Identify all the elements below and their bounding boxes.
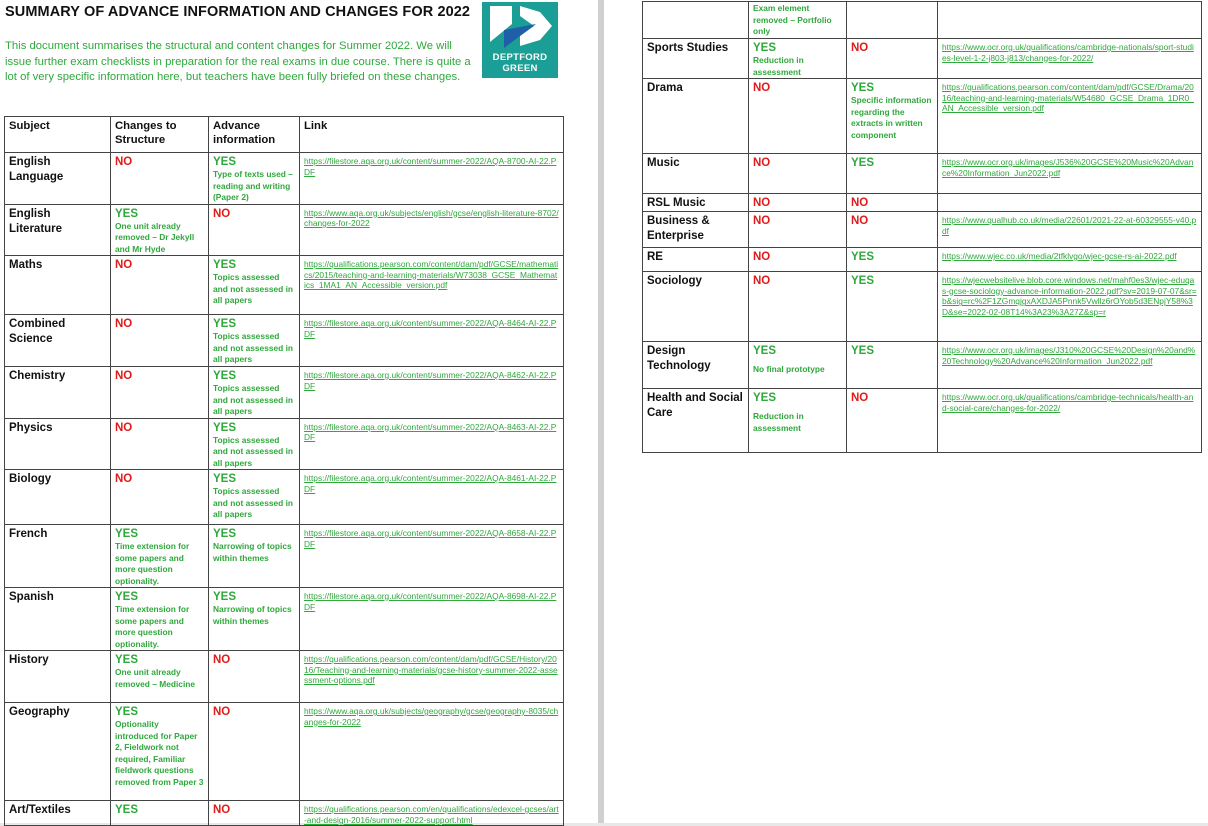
structure-cell bbox=[749, 79, 847, 154]
structure-status: YES bbox=[115, 804, 139, 816]
advance-cell bbox=[209, 588, 300, 651]
advance-cell bbox=[209, 651, 300, 703]
advance-cell bbox=[847, 212, 938, 248]
link-cell bbox=[938, 342, 1202, 389]
subject-cell: French bbox=[5, 525, 111, 588]
table-row bbox=[5, 470, 564, 525]
advance-status: YES bbox=[213, 318, 237, 330]
structure-cell bbox=[749, 212, 847, 248]
structure-cell bbox=[111, 153, 209, 205]
advance-note: Narrowing of topics within themes bbox=[213, 541, 292, 563]
advance-status: NO bbox=[213, 207, 231, 220]
advance-status: NO bbox=[851, 197, 869, 209]
link-cell bbox=[938, 154, 1202, 194]
subject-cell: Spanish bbox=[5, 588, 111, 651]
advance-status: YES bbox=[213, 421, 237, 434]
subject-cell: Maths bbox=[5, 256, 111, 315]
resource-link[interactable]: https://www.ocr.org.uk/qualifications/cambridge-technicals/health-and-social-care/changes-for-2022/ bbox=[942, 392, 1194, 413]
advance-cell bbox=[209, 256, 300, 315]
advance-note: Topics assessed and not assessed in all papers bbox=[213, 486, 294, 519]
resource-link[interactable]: https://qualifications.pearson.com/content/dam/pdf/GCSE/Drama/2016/teaching-and-learning-materials/W54680_GCSE_Drama_1DR0_AN_Accessible_version.pdf bbox=[942, 82, 1194, 114]
advance-status: YES bbox=[851, 157, 875, 169]
table-header-row bbox=[5, 117, 564, 153]
structure-status: NO bbox=[753, 197, 771, 209]
structure-note: Optionality introduced for Paper 2, Fieldwork not required, Familiar fieldwork questions removed from Paper 3 bbox=[115, 719, 204, 787]
advance-status: YES bbox=[213, 528, 237, 540]
document-title: SUMMARY OF ADVANCE INFORMATION AND CHANGES FOR 2022 bbox=[5, 4, 471, 20]
table-row bbox=[5, 588, 564, 651]
table-row bbox=[5, 204, 564, 256]
link-cell bbox=[938, 212, 1202, 248]
advance-status: YES bbox=[851, 82, 875, 94]
table-row bbox=[5, 525, 564, 588]
structure-status: NO bbox=[753, 275, 771, 287]
resource-link[interactable]: https://filestore.aqa.org.uk/content/summer-2022/AQA-8698-AI-22.PDF bbox=[304, 591, 557, 612]
subject-cell: History bbox=[5, 651, 111, 703]
table-row bbox=[5, 153, 564, 205]
resource-link[interactable]: https://qualifications.pearson.com/en/qualifications/edexcel-gcses/art-and-design-2016/summer-2022-support.html bbox=[304, 804, 559, 825]
subject-cell: Sociology bbox=[643, 272, 749, 342]
link-cell bbox=[938, 39, 1202, 79]
structure-cell bbox=[749, 342, 847, 389]
advance-status: NO bbox=[851, 42, 869, 54]
link-cell bbox=[300, 525, 564, 588]
advance-status: YES bbox=[213, 370, 237, 382]
link-cell bbox=[300, 256, 564, 315]
advance-note: Topics assessed and not assessed in all papers bbox=[213, 331, 294, 364]
structure-cell bbox=[749, 194, 847, 212]
structure-status: YES bbox=[753, 392, 777, 404]
advance-cell bbox=[209, 703, 300, 801]
link-cell bbox=[300, 367, 564, 419]
table-row bbox=[643, 342, 1202, 389]
resource-link[interactable]: https://filestore.aqa.org.uk/content/summer-2022/AQA-8461-AI-22.PDF bbox=[304, 473, 557, 494]
link-cell bbox=[300, 153, 564, 205]
advance-note: Topics assessed and not assessed in all papers bbox=[213, 383, 294, 416]
structure-cell bbox=[111, 651, 209, 703]
advance-cell bbox=[847, 39, 938, 79]
advance-status: YES bbox=[213, 156, 237, 168]
table-row bbox=[643, 154, 1202, 194]
subject-cell: RSL Music bbox=[643, 194, 749, 212]
advance-status: YES bbox=[213, 591, 237, 603]
subject-cell: Music bbox=[643, 154, 749, 194]
table-row bbox=[643, 39, 1202, 79]
logo-text-line2: GREEN bbox=[502, 63, 538, 74]
advance-status: YES bbox=[851, 345, 875, 357]
structure-cell bbox=[749, 248, 847, 272]
advance-note: Specific information regarding the extracts in written component bbox=[851, 95, 932, 140]
advance-cell bbox=[847, 154, 938, 194]
link-cell bbox=[938, 248, 1202, 272]
subject-cell: Chemistry bbox=[5, 367, 111, 419]
link-cell bbox=[300, 588, 564, 651]
subject-cell: Drama bbox=[643, 79, 749, 154]
structure-status: NO bbox=[115, 421, 133, 434]
structure-status: YES bbox=[753, 42, 777, 54]
structure-cell bbox=[111, 801, 209, 826]
structure-status: NO bbox=[753, 215, 771, 227]
table-row bbox=[643, 272, 1202, 342]
link-cell bbox=[300, 315, 564, 367]
advance-cell bbox=[209, 204, 300, 256]
structure-status: YES bbox=[115, 207, 139, 220]
subject-cell: English Language bbox=[5, 153, 111, 205]
resource-link[interactable]: https://www.ocr.org.uk/qualifications/cambridge-nationals/sport-studies-level-1-2-j803-j813/changes-for-2022/ bbox=[942, 42, 1194, 63]
structure-cell bbox=[111, 703, 209, 801]
structure-cell bbox=[111, 204, 209, 256]
table-row bbox=[643, 79, 1202, 154]
structure-note: Time extension for some papers and more question optionality. bbox=[115, 541, 190, 586]
resource-link[interactable]: https://qualifications.pearson.com/content/dam/pdf/GCSE/mathematics/2015/teaching-and-learning-materials/W73038_GCSE_Mathematics_1MA1_AN_Accessible_version.pdf bbox=[304, 259, 559, 291]
advance-status: YES bbox=[213, 473, 237, 485]
resource-link[interactable]: https://www.aqa.org.uk/subjects/english/gcse/english-literature-8702/changes-for-2022 bbox=[304, 207, 559, 229]
table-row bbox=[5, 367, 564, 419]
advance-cell bbox=[847, 389, 938, 453]
structure-status: NO bbox=[753, 251, 771, 263]
table-row bbox=[643, 2, 1202, 39]
advance-status: NO bbox=[213, 706, 231, 718]
advance-cell bbox=[847, 342, 938, 389]
subject-cell: Design Technology bbox=[643, 342, 749, 389]
structure-note: One unit already removed – Dr Jekyll and Mr Hyde bbox=[115, 220, 195, 254]
structure-status: NO bbox=[115, 156, 133, 168]
table-row bbox=[643, 248, 1202, 272]
structure-note: Reduction in assessment bbox=[753, 55, 804, 77]
structure-cell bbox=[111, 525, 209, 588]
structure-status: NO bbox=[753, 82, 771, 94]
advance-note: Narrowing of topics within themes bbox=[213, 604, 292, 626]
link-cell bbox=[300, 801, 564, 826]
link-cell bbox=[300, 418, 564, 470]
table-row bbox=[5, 801, 564, 826]
advance-cell bbox=[209, 418, 300, 470]
link-cell bbox=[300, 703, 564, 801]
advance-status: NO bbox=[851, 215, 869, 227]
advance-note: Type of texts used – reading and writing (Paper 2) bbox=[213, 169, 293, 202]
structure-cell bbox=[111, 588, 209, 651]
structure-note: One unit already removed – Medicine bbox=[115, 667, 196, 689]
structure-note: No final prototype bbox=[753, 364, 825, 374]
advance-note: Topics assessed and not assessed in all papers bbox=[213, 272, 294, 305]
link-cell bbox=[938, 194, 1202, 212]
advance-cell bbox=[209, 367, 300, 419]
link-cell bbox=[300, 651, 564, 703]
table-row bbox=[643, 389, 1202, 453]
link-cell bbox=[938, 389, 1202, 453]
advance-cell bbox=[847, 79, 938, 154]
subject-cell: Biology bbox=[5, 470, 111, 525]
subject-cell: Geography bbox=[5, 703, 111, 801]
header-advance-information: Advance information bbox=[209, 117, 300, 153]
header-changes-to-structure: Changes to Structure bbox=[111, 117, 209, 153]
structure-note: Time extension for some papers and more question optionality. bbox=[115, 604, 190, 649]
resource-link[interactable]: https://www.qualhub.co.uk/media/22601/2021-22-at-60329555-v40.pdf bbox=[942, 215, 1197, 236]
resource-link[interactable]: https://wjecwebsitelive.blob.core.windows.net/mahf0es3/wjec-eduqas-gcse-sociology-advance-information-2022.pdf?sv=2019-07-07&sr=b&sig=rc%2F1ZGmqjgxAXDJA5Pnnk5Vwllz6rOYob5d3ENpjY58%3D&se=2022-02-08T14%3A23%3A27Z&sp=r bbox=[942, 275, 1197, 317]
subject-cell: Combined Science bbox=[5, 315, 111, 367]
advance-status: YES bbox=[851, 251, 875, 263]
resource-link[interactable]: https://www.aqa.org.uk/subjects/geography/gcse/geography-8035/changes-for-2022 bbox=[304, 706, 559, 727]
advance-cell bbox=[847, 248, 938, 272]
advance-status: NO bbox=[213, 654, 231, 666]
structure-status: NO bbox=[115, 318, 133, 330]
structure-status: YES bbox=[115, 706, 139, 718]
subject-cell: RE bbox=[643, 248, 749, 272]
subject-cell: Physics bbox=[5, 418, 111, 470]
structure-note: Exam element removed – Portfolio only bbox=[753, 3, 832, 36]
resource-link[interactable]: https://filestore.aqa.org.uk/content/summer-2022/AQA-8700-AI-22.PDF bbox=[304, 156, 557, 177]
header-subject: Subject bbox=[5, 117, 111, 153]
advance-cell bbox=[209, 801, 300, 826]
advance-cell bbox=[209, 525, 300, 588]
link-cell bbox=[938, 272, 1202, 342]
logo-emblem-icon bbox=[482, 2, 558, 52]
structure-cell bbox=[749, 2, 847, 39]
subject-cell: Health and Social Care bbox=[643, 389, 749, 453]
structure-cell bbox=[111, 418, 209, 470]
resource-link[interactable]: https://filestore.aqa.org.uk/content/summer-2022/AQA-8658-AI-22.PDF bbox=[304, 528, 557, 549]
advance-status: NO bbox=[851, 392, 869, 404]
structure-cell bbox=[111, 315, 209, 367]
document-page-1 bbox=[0, 0, 598, 823]
structure-cell bbox=[749, 389, 847, 453]
advance-cell bbox=[209, 315, 300, 367]
structure-cell bbox=[111, 256, 209, 315]
advance-status: YES bbox=[213, 259, 237, 271]
table-row bbox=[5, 703, 564, 801]
table-row bbox=[5, 418, 564, 470]
deptford-green-logo bbox=[482, 2, 558, 78]
structure-cell bbox=[111, 470, 209, 525]
advance-cell bbox=[209, 153, 300, 205]
resource-link[interactable]: https://www.ocr.org.uk/images/J310%20GCSE%20Design%20and%20Technology%20Advance%20Information_Jun2022.pdf bbox=[942, 345, 1196, 366]
advance-note: Topics assessed and not assessed in all papers bbox=[213, 434, 294, 468]
structure-status: NO bbox=[753, 157, 771, 169]
table-row bbox=[643, 212, 1202, 248]
subject-cell: Art/Textiles bbox=[5, 801, 111, 826]
subject-cell: Business & Enterprise bbox=[643, 212, 749, 248]
advance-status: NO bbox=[213, 804, 231, 816]
structure-cell bbox=[749, 154, 847, 194]
table-row bbox=[5, 315, 564, 367]
link-cell bbox=[300, 204, 564, 256]
structure-note: Reduction in assessment bbox=[753, 411, 804, 433]
resource-link[interactable]: https://filestore.aqa.org.uk/content/summer-2022/AQA-8462-AI-22.PDF bbox=[304, 370, 557, 391]
structure-status: YES bbox=[753, 345, 777, 357]
logo-text-line1: DEPTFORD bbox=[492, 52, 548, 63]
advance-status: YES bbox=[851, 275, 875, 287]
structure-status: NO bbox=[115, 473, 133, 485]
subject-cell bbox=[643, 2, 749, 39]
advance-cell bbox=[847, 194, 938, 212]
table-row bbox=[643, 194, 1202, 212]
structure-cell bbox=[749, 272, 847, 342]
summary-table-left bbox=[4, 116, 564, 826]
structure-status: NO bbox=[115, 370, 133, 382]
table-row bbox=[5, 651, 564, 703]
resource-link[interactable]: https://filestore.aqa.org.uk/content/summer-2022/AQA-8463-AI-22.PDF bbox=[304, 421, 557, 443]
structure-cell bbox=[111, 367, 209, 419]
resource-link[interactable]: https://qualifications.pearson.com/content/dam/pdf/GCSE/History/2016/Teaching-and-learning-materials/gcse-history-summer-2022-assessment-options.pdf bbox=[304, 654, 558, 686]
intro-paragraph: This document summarises the structural and content changes for Summer 2022. We will issue further exam checklists in preparation for the real exams in due course. There is quite a lot of very specific information here, but teachers have been fully briefed on these changes. bbox=[5, 40, 471, 83]
resource-link[interactable]: https://www.ocr.org.uk/images/J536%20GCSE%20Music%20Advance%20Information_Jun2022.pdf bbox=[942, 157, 1194, 178]
summary-table-right bbox=[642, 1, 1202, 453]
structure-cell bbox=[749, 39, 847, 79]
subject-cell: English Literature bbox=[5, 204, 111, 256]
link-cell bbox=[938, 2, 1202, 39]
advance-cell bbox=[847, 2, 938, 39]
advance-cell bbox=[847, 272, 938, 342]
advance-cell bbox=[209, 470, 300, 525]
subject-cell: Sports Studies bbox=[643, 39, 749, 79]
resource-link[interactable]: https://filestore.aqa.org.uk/content/summer-2022/AQA-8464-AI-22.PDF bbox=[304, 318, 557, 339]
header-link: Link bbox=[300, 117, 564, 153]
structure-status: NO bbox=[115, 259, 133, 271]
document-page-2 bbox=[604, 0, 1208, 823]
link-cell bbox=[938, 79, 1202, 154]
table-row bbox=[5, 256, 564, 315]
structure-status: YES bbox=[115, 654, 139, 666]
link-cell bbox=[300, 470, 564, 525]
resource-link[interactable]: https://www.wjec.co.uk/media/2tfklvgo/wjec-gcse-rs-ai-2022.pdf bbox=[942, 251, 1177, 261]
structure-status: YES bbox=[115, 528, 139, 540]
structure-status: YES bbox=[115, 591, 139, 603]
